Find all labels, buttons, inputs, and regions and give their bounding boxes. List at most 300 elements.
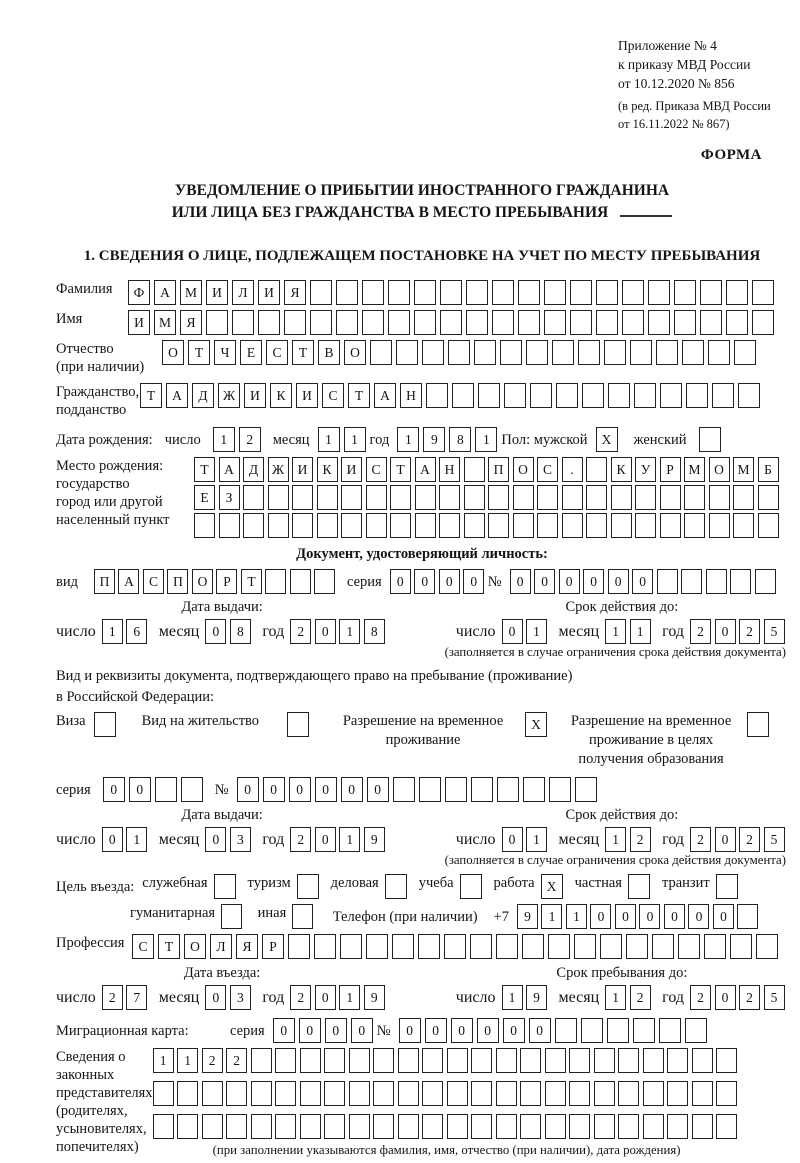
form-cell[interactable]: Т [158, 934, 180, 959]
form-cell[interactable]: Ф [128, 280, 150, 305]
form-cell[interactable] [578, 340, 600, 365]
form-cell[interactable] [471, 1048, 492, 1073]
form-cell[interactable] [700, 310, 722, 335]
form-cell[interactable] [471, 1114, 492, 1139]
form-cell[interactable]: Б [758, 457, 779, 482]
form-cell[interactable] [444, 934, 466, 959]
form-cell[interactable]: 1 [526, 827, 547, 852]
form-cell[interactable] [297, 874, 319, 899]
form-cell[interactable] [526, 340, 548, 365]
form-cell[interactable] [630, 340, 652, 365]
form-cell[interactable] [537, 513, 558, 538]
form-cell[interactable] [206, 310, 228, 335]
form-cell[interactable] [492, 310, 514, 335]
form-cell[interactable]: С [322, 383, 344, 408]
form-cell[interactable]: 0 [129, 777, 151, 802]
form-cell[interactable]: У [635, 457, 656, 482]
form-cell[interactable] [324, 1114, 345, 1139]
form-cell[interactable] [370, 340, 392, 365]
form-cell[interactable] [656, 340, 678, 365]
form-cell[interactable]: 0 [715, 827, 736, 852]
form-cell[interactable]: 0 [715, 619, 736, 644]
form-cell[interactable] [682, 340, 704, 365]
form-cell[interactable]: И [296, 383, 318, 408]
form-cell[interactable]: X [541, 874, 563, 899]
form-cell[interactable]: С [143, 569, 164, 594]
form-cell[interactable] [518, 310, 540, 335]
form-cell[interactable] [385, 874, 407, 899]
form-cell[interactable]: 0 [713, 904, 734, 929]
form-cell[interactable] [478, 383, 500, 408]
form-cell[interactable]: М [684, 457, 705, 482]
form-cell[interactable] [447, 1048, 468, 1073]
form-cell[interactable] [513, 513, 534, 538]
form-cell[interactable]: М [154, 310, 176, 335]
form-cell[interactable]: 2 [226, 1048, 247, 1073]
form-cell[interactable]: П [488, 457, 509, 482]
form-cell[interactable] [243, 513, 264, 538]
form-cell[interactable]: 2 [739, 985, 760, 1010]
form-cell[interactable] [373, 1081, 394, 1106]
form-cell[interactable] [622, 280, 644, 305]
form-cell[interactable] [341, 513, 362, 538]
form-cell[interactable] [243, 485, 264, 510]
form-cell[interactable] [700, 280, 722, 305]
form-cell[interactable]: 0 [664, 904, 685, 929]
form-cell[interactable] [594, 1048, 615, 1073]
form-cell[interactable] [522, 934, 544, 959]
form-cell[interactable]: 0 [688, 904, 709, 929]
form-cell[interactable] [214, 874, 236, 899]
form-cell[interactable] [608, 383, 630, 408]
form-cell[interactable] [251, 1114, 272, 1139]
form-cell[interactable]: 2 [690, 985, 711, 1010]
form-cell[interactable] [275, 1081, 296, 1106]
form-cell[interactable]: К [317, 457, 338, 482]
form-cell[interactable]: 1 [177, 1048, 198, 1073]
form-cell[interactable] [153, 1081, 174, 1106]
form-cell[interactable] [177, 1114, 198, 1139]
form-cell[interactable]: 0 [439, 569, 460, 594]
form-cell[interactable]: К [270, 383, 292, 408]
form-cell[interactable] [219, 513, 240, 538]
form-cell[interactable] [415, 485, 436, 510]
form-cell[interactable] [460, 874, 482, 899]
form-cell[interactable]: 0 [502, 619, 523, 644]
form-cell[interactable] [422, 1048, 443, 1073]
form-cell[interactable] [692, 1081, 713, 1106]
form-cell[interactable] [324, 1048, 345, 1073]
form-cell[interactable]: 0 [341, 777, 363, 802]
form-cell[interactable]: О [162, 340, 184, 365]
form-cell[interactable] [545, 1048, 566, 1073]
form-cell[interactable] [600, 934, 622, 959]
form-cell[interactable] [726, 280, 748, 305]
form-cell[interactable]: И [206, 280, 228, 305]
form-cell[interactable] [596, 310, 618, 335]
form-cell[interactable]: 2 [739, 827, 760, 852]
form-cell[interactable] [607, 1018, 629, 1043]
form-cell[interactable] [464, 513, 485, 538]
form-cell[interactable]: 2 [102, 985, 123, 1010]
form-cell[interactable] [470, 934, 492, 959]
form-cell[interactable] [628, 874, 650, 899]
form-cell[interactable] [414, 310, 436, 335]
form-cell[interactable] [549, 777, 571, 802]
form-cell[interactable] [317, 513, 338, 538]
form-cell[interactable] [388, 280, 410, 305]
form-cell[interactable]: 0 [399, 1018, 421, 1043]
form-cell[interactable]: Д [243, 457, 264, 482]
form-cell[interactable]: 2 [290, 985, 311, 1010]
form-cell[interactable] [324, 1081, 345, 1106]
form-cell[interactable]: 1 [339, 985, 360, 1010]
form-cell[interactable]: 1 [502, 985, 523, 1010]
form-cell[interactable]: М [180, 280, 202, 305]
form-cell[interactable] [275, 1114, 296, 1139]
form-cell[interactable] [667, 1081, 688, 1106]
form-cell[interactable] [418, 934, 440, 959]
form-cell[interactable] [660, 383, 682, 408]
form-cell[interactable]: Е [240, 340, 262, 365]
form-cell[interactable]: 0 [237, 777, 259, 802]
form-cell[interactable] [349, 1114, 370, 1139]
form-cell[interactable] [674, 310, 696, 335]
form-cell[interactable]: И [128, 310, 150, 335]
form-cell[interactable]: Ж [268, 457, 289, 482]
form-cell[interactable] [513, 485, 534, 510]
form-cell[interactable] [594, 1114, 615, 1139]
form-cell[interactable] [292, 485, 313, 510]
form-cell[interactable] [440, 310, 462, 335]
form-cell[interactable] [287, 712, 309, 737]
form-cell[interactable] [251, 1048, 272, 1073]
form-cell[interactable]: А [219, 457, 240, 482]
form-cell[interactable] [570, 280, 592, 305]
form-cell[interactable] [643, 1081, 664, 1106]
form-cell[interactable]: 0 [632, 569, 653, 594]
form-cell[interactable] [570, 310, 592, 335]
form-cell[interactable]: З [219, 485, 240, 510]
form-cell[interactable]: 0 [273, 1018, 295, 1043]
form-cell[interactable]: 0 [583, 569, 604, 594]
form-cell[interactable]: 0 [715, 985, 736, 1010]
form-cell[interactable] [226, 1081, 247, 1106]
form-cell[interactable]: Т [194, 457, 215, 482]
form-cell[interactable] [396, 340, 418, 365]
form-cell[interactable]: 0 [325, 1018, 347, 1043]
form-cell[interactable] [340, 934, 362, 959]
form-cell[interactable]: Т [292, 340, 314, 365]
form-cell[interactable] [258, 310, 280, 335]
form-cell[interactable] [756, 934, 778, 959]
form-cell[interactable]: 0 [351, 1018, 373, 1043]
form-cell[interactable]: 0 [503, 1018, 525, 1043]
form-cell[interactable] [232, 310, 254, 335]
form-cell[interactable] [447, 1081, 468, 1106]
form-cell[interactable]: Т [348, 383, 370, 408]
form-cell[interactable]: Я [236, 934, 258, 959]
form-cell[interactable] [545, 1081, 566, 1106]
form-cell[interactable] [496, 1048, 517, 1073]
form-cell[interactable] [552, 340, 574, 365]
form-cell[interactable]: 0 [529, 1018, 551, 1043]
form-cell[interactable] [545, 1114, 566, 1139]
form-cell[interactable]: 0 [639, 904, 660, 929]
form-cell[interactable]: 8 [230, 619, 251, 644]
form-cell[interactable] [681, 569, 702, 594]
form-cell[interactable]: К [611, 457, 632, 482]
form-cell[interactable] [758, 485, 779, 510]
form-cell[interactable] [419, 777, 441, 802]
form-cell[interactable]: 1 [630, 619, 651, 644]
form-cell[interactable] [520, 1081, 541, 1106]
form-cell[interactable]: 1 [605, 985, 626, 1010]
form-cell[interactable] [496, 1081, 517, 1106]
form-cell[interactable]: 1 [126, 827, 147, 852]
form-cell[interactable]: 1 [213, 427, 235, 452]
form-cell[interactable] [684, 485, 705, 510]
form-cell[interactable] [648, 310, 670, 335]
form-cell[interactable]: О [184, 934, 206, 959]
form-cell[interactable] [422, 1114, 443, 1139]
form-cell[interactable]: 6 [126, 619, 147, 644]
form-cell[interactable] [530, 383, 552, 408]
form-cell[interactable] [445, 777, 467, 802]
form-cell[interactable] [659, 1018, 681, 1043]
form-cell[interactable] [466, 280, 488, 305]
form-cell[interactable] [643, 1048, 664, 1073]
form-cell[interactable]: В [318, 340, 340, 365]
form-cell[interactable] [738, 383, 760, 408]
form-cell[interactable]: А [415, 457, 436, 482]
form-cell[interactable]: 5 [764, 827, 785, 852]
form-cell[interactable]: 5 [764, 619, 785, 644]
form-cell[interactable] [633, 1018, 655, 1043]
form-cell[interactable]: И [244, 383, 266, 408]
form-cell[interactable]: 9 [364, 827, 385, 852]
form-cell[interactable]: 1 [605, 827, 626, 852]
form-cell[interactable]: Ч [214, 340, 236, 365]
form-cell[interactable] [674, 280, 696, 305]
form-cell[interactable]: 2 [202, 1048, 223, 1073]
form-cell[interactable]: 0 [425, 1018, 447, 1043]
form-cell[interactable] [496, 934, 518, 959]
form-cell[interactable]: 1 [566, 904, 587, 929]
form-cell[interactable] [643, 1114, 664, 1139]
form-cell[interactable] [314, 934, 336, 959]
form-cell[interactable] [660, 485, 681, 510]
form-cell[interactable]: 0 [102, 827, 123, 852]
form-cell[interactable] [518, 280, 540, 305]
form-cell[interactable] [596, 280, 618, 305]
form-cell[interactable]: 0 [315, 985, 336, 1010]
form-cell[interactable] [706, 569, 727, 594]
form-cell[interactable] [349, 1081, 370, 1106]
form-cell[interactable] [520, 1048, 541, 1073]
form-cell[interactable] [709, 513, 730, 538]
form-cell[interactable]: 0 [590, 904, 611, 929]
form-cell[interactable] [730, 569, 751, 594]
form-cell[interactable]: Т [390, 457, 411, 482]
form-cell[interactable] [292, 513, 313, 538]
form-cell[interactable] [288, 934, 310, 959]
form-cell[interactable]: 1 [102, 619, 123, 644]
form-cell[interactable] [684, 513, 705, 538]
form-cell[interactable] [652, 934, 674, 959]
form-cell[interactable] [492, 280, 514, 305]
form-cell[interactable]: 0 [559, 569, 580, 594]
form-cell[interactable]: 1 [526, 619, 547, 644]
form-cell[interactable] [474, 340, 496, 365]
form-cell[interactable] [716, 1048, 737, 1073]
form-cell[interactable] [366, 934, 388, 959]
form-cell[interactable] [667, 1048, 688, 1073]
form-cell[interactable]: 0 [502, 827, 523, 852]
form-cell[interactable]: 3 [230, 985, 251, 1010]
form-cell[interactable] [466, 310, 488, 335]
form-cell[interactable]: 1 [541, 904, 562, 929]
form-cell[interactable]: X [525, 712, 547, 737]
form-cell[interactable] [464, 457, 485, 482]
form-cell[interactable]: А [166, 383, 188, 408]
form-cell[interactable] [317, 485, 338, 510]
form-cell[interactable]: 0 [463, 569, 484, 594]
form-cell[interactable] [336, 310, 358, 335]
form-cell[interactable] [581, 1018, 603, 1043]
form-cell[interactable] [439, 513, 460, 538]
form-cell[interactable]: М [733, 457, 754, 482]
form-cell[interactable] [398, 1081, 419, 1106]
form-cell[interactable]: 2 [630, 985, 651, 1010]
form-cell[interactable]: 0 [608, 569, 629, 594]
form-cell[interactable]: X [596, 427, 618, 452]
form-cell[interactable] [349, 1048, 370, 1073]
form-cell[interactable]: 8 [449, 427, 471, 452]
form-cell[interactable]: Н [400, 383, 422, 408]
form-cell[interactable]: 2 [290, 619, 311, 644]
form-cell[interactable] [300, 1114, 321, 1139]
form-cell[interactable] [730, 934, 752, 959]
form-cell[interactable]: 0 [414, 569, 435, 594]
form-cell[interactable] [300, 1048, 321, 1073]
form-cell[interactable] [712, 383, 734, 408]
form-cell[interactable]: 0 [263, 777, 285, 802]
form-cell[interactable] [611, 485, 632, 510]
form-cell[interactable] [537, 485, 558, 510]
form-cell[interactable]: 9 [517, 904, 538, 929]
form-cell[interactable]: 0 [367, 777, 389, 802]
form-cell[interactable] [390, 513, 411, 538]
form-cell[interactable] [341, 485, 362, 510]
form-cell[interactable] [265, 569, 286, 594]
form-cell[interactable] [426, 383, 448, 408]
form-cell[interactable] [390, 485, 411, 510]
form-cell[interactable] [660, 513, 681, 538]
form-cell[interactable] [692, 1114, 713, 1139]
form-cell[interactable] [177, 1081, 198, 1106]
form-cell[interactable]: Е [194, 485, 215, 510]
form-cell[interactable]: 0 [615, 904, 636, 929]
form-cell[interactable] [366, 513, 387, 538]
form-cell[interactable]: И [292, 457, 313, 482]
form-cell[interactable] [497, 777, 519, 802]
form-cell[interactable] [153, 1114, 174, 1139]
form-cell[interactable]: 1 [318, 427, 340, 452]
form-cell[interactable]: 0 [315, 827, 336, 852]
form-cell[interactable] [544, 280, 566, 305]
form-cell[interactable] [398, 1114, 419, 1139]
form-cell[interactable] [556, 383, 578, 408]
form-cell[interactable] [648, 280, 670, 305]
form-cell[interactable] [500, 340, 522, 365]
form-cell[interactable]: 1 [339, 619, 360, 644]
form-cell[interactable] [226, 1114, 247, 1139]
form-cell[interactable] [398, 1048, 419, 1073]
form-cell[interactable]: Р [262, 934, 284, 959]
form-cell[interactable] [752, 280, 774, 305]
form-cell[interactable]: Я [284, 280, 306, 305]
form-cell[interactable] [300, 1081, 321, 1106]
form-cell[interactable] [562, 513, 583, 538]
form-cell[interactable] [373, 1114, 394, 1139]
form-cell[interactable] [415, 513, 436, 538]
form-cell[interactable] [586, 485, 607, 510]
form-cell[interactable]: С [366, 457, 387, 482]
form-cell[interactable]: 0 [205, 985, 226, 1010]
form-cell[interactable] [626, 934, 648, 959]
form-cell[interactable]: 2 [290, 827, 311, 852]
form-cell[interactable]: Р [660, 457, 681, 482]
form-cell[interactable] [202, 1114, 223, 1139]
form-cell[interactable]: 3 [230, 827, 251, 852]
form-cell[interactable] [678, 934, 700, 959]
form-cell[interactable] [618, 1048, 639, 1073]
form-cell[interactable] [734, 340, 756, 365]
form-cell[interactable] [422, 340, 444, 365]
form-cell[interactable]: 2 [690, 619, 711, 644]
form-cell[interactable]: С [132, 934, 154, 959]
form-cell[interactable]: 0 [289, 777, 311, 802]
form-cell[interactable]: Л [210, 934, 232, 959]
form-cell[interactable] [716, 1114, 737, 1139]
form-cell[interactable] [569, 1081, 590, 1106]
form-cell[interactable]: А [374, 383, 396, 408]
form-cell[interactable]: 9 [423, 427, 445, 452]
form-cell[interactable]: Н [439, 457, 460, 482]
form-cell[interactable]: О [344, 340, 366, 365]
form-cell[interactable] [275, 1048, 296, 1073]
form-cell[interactable]: Т [188, 340, 210, 365]
form-cell[interactable] [622, 310, 644, 335]
form-cell[interactable] [752, 310, 774, 335]
form-cell[interactable] [747, 712, 769, 737]
form-cell[interactable] [221, 904, 242, 929]
form-cell[interactable] [504, 383, 526, 408]
form-cell[interactable]: 0 [299, 1018, 321, 1043]
form-cell[interactable] [422, 1081, 443, 1106]
form-cell[interactable] [755, 569, 776, 594]
form-cell[interactable] [733, 485, 754, 510]
form-cell[interactable]: 1 [475, 427, 497, 452]
form-cell[interactable] [336, 280, 358, 305]
form-cell[interactable]: 7 [126, 985, 147, 1010]
form-cell[interactable] [586, 513, 607, 538]
form-cell[interactable] [634, 383, 656, 408]
form-cell[interactable]: А [118, 569, 139, 594]
form-cell[interactable]: 0 [103, 777, 125, 802]
form-cell[interactable] [555, 1018, 577, 1043]
